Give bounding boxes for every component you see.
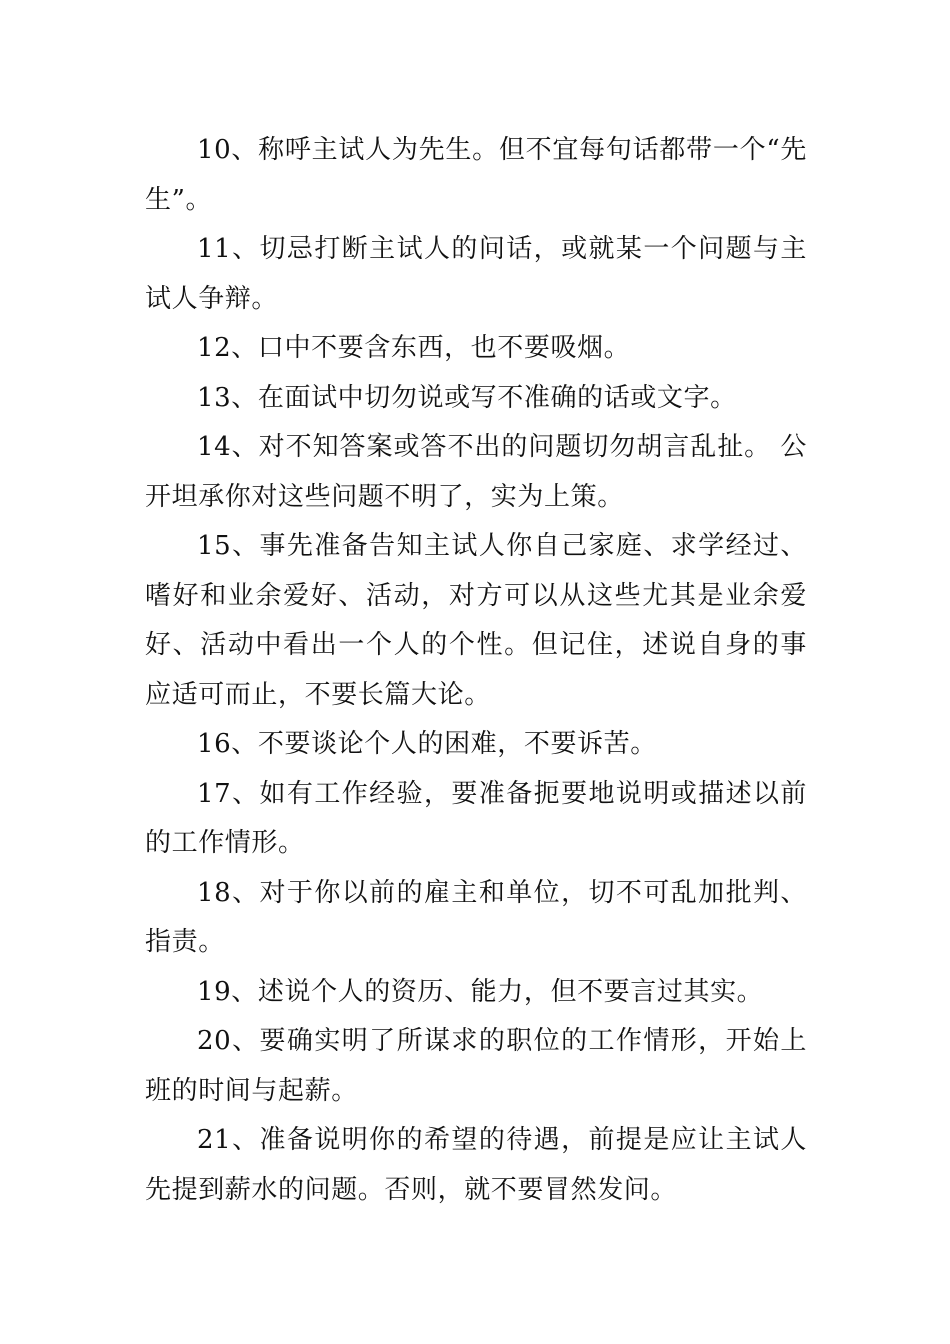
document-body [145,126,807,1215]
paragraph-10: 10、称呼主试人为先生。但不宜每句话都带一个“先生”。 [145,135,807,215]
paragraph-19: 19、述说个人的资历、能力，但不要言过其实。 [197,976,764,1007]
paragraph-14: 14、对不知答案或答不出的问题切勿胡言乱扯。 公开坦承你对这些问题不明了，实为上策。 [145,432,807,512]
paragraph-20: 20、要确实明了所谋求的职位的工作情形，开始上班的时间与起薪。 [145,1026,807,1106]
paragraph-17: 17、如有工作经验，要准备扼要地说明或描述以前的工作情形。 [145,778,807,858]
paragraph-21: 21、准备说明你的希望的待遇，前提是应让主试人先提到薪水的问题。否则，就不要冒然发问。 [145,1125,807,1205]
paragraph-15: 15、事先准备告知主试人你自己家庭、求学经过、嗜好和业余爱好、活动，对方可以从这些尤其是业余爱好、活动中看出一个人的个性。但记住，述说自身的事应适可而止，不要长篇大论。 [145,531,807,710]
paragraph-12: 12、口中不要含东西，也不要吸烟。 [197,333,631,363]
paragraph-13: 13、在面试中切勿说或写不准确的话或文字。 [197,382,737,413]
paragraph-11: 11、切忌打断主试人的问话，或就某一个问题与主试人争辩。 [145,234,807,314]
paragraph-16: 16、不要谈论个人的困难，不要诉苦。 [197,729,657,759]
paragraph-18: 18、对于你以前的雇主和单位，切不可乱加批判、指责。 [145,877,807,957]
